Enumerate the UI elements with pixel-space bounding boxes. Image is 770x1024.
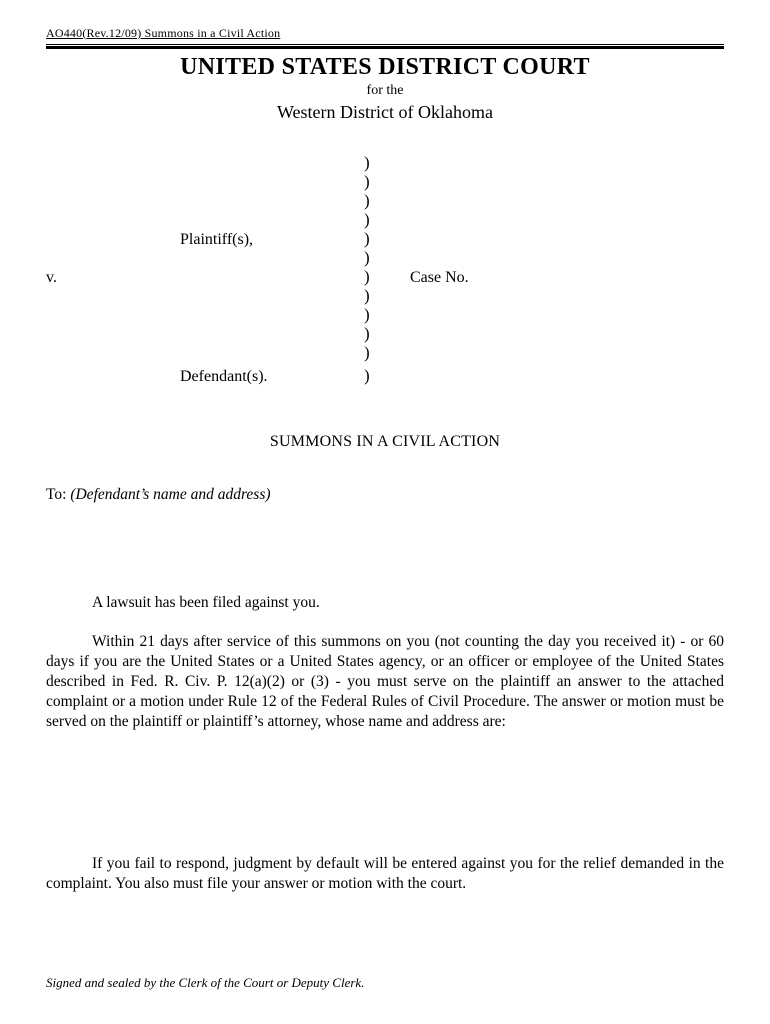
header-rule-thick bbox=[46, 46, 724, 49]
paren-mark: ) bbox=[364, 210, 370, 229]
paren-mark: ) bbox=[364, 153, 370, 172]
paren-mark: ) bbox=[364, 286, 370, 305]
caption-row-versus bbox=[46, 267, 724, 286]
to-line bbox=[46, 486, 724, 504]
paren-mark: ) bbox=[364, 191, 370, 210]
paren-mark: ) bbox=[364, 366, 370, 385]
default-judgment-paragraph: If you fail to respond, judgment by default will be entered against you for the relief demanded in the complaint. You also must file your answer or motion with the court. bbox=[46, 855, 724, 892]
paren-mark: ) bbox=[364, 324, 370, 343]
paren-mark: ) bbox=[364, 172, 370, 191]
paren-mark: ) bbox=[364, 267, 370, 286]
caption-row-plaintiff bbox=[46, 229, 724, 248]
caption-row bbox=[46, 248, 724, 267]
defendant-label: Defendant(s). bbox=[180, 368, 268, 385]
lawsuit-filed-text: A lawsuit has been filed against you. bbox=[92, 594, 320, 611]
caption-row bbox=[46, 210, 724, 229]
defendant-name-address-hint: (Defendant’s name and address) bbox=[70, 486, 271, 503]
case-caption-block bbox=[46, 153, 724, 385]
caption-row bbox=[46, 343, 724, 362]
paren-mark: ) bbox=[364, 343, 370, 362]
caption-row bbox=[46, 153, 724, 172]
caption-row bbox=[46, 172, 724, 191]
caption-row bbox=[46, 324, 724, 343]
paren-mark: ) bbox=[364, 229, 370, 248]
court-title: UNITED STATES DISTRICT COURT bbox=[180, 54, 590, 80]
caption-row-defendant bbox=[46, 366, 724, 385]
caption-row bbox=[46, 286, 724, 305]
summons-title: SUMMONS IN A CIVIL ACTION bbox=[269, 433, 501, 450]
form-id-text: AO440(Rev.12/09) Summons in a Civil Action bbox=[46, 26, 281, 40]
paren-mark: ) bbox=[364, 305, 370, 324]
caption-row bbox=[46, 305, 724, 324]
versus-label: v. bbox=[46, 269, 57, 286]
paren-mark: ) bbox=[364, 248, 370, 267]
for-the-text: for the bbox=[366, 83, 404, 98]
caption-row bbox=[46, 191, 724, 210]
answer-requirement-paragraph: Within 21 days after service of this summons on you (not counting the day you received it) - or 60 days if you are the United States or a United States agency, or an officer or employee of the United States described in Fed. R. Civ. P. 12(a)(2) or (3) - you must serve on the plaintiff an answer to the attached complaint or a motion under Rule 12 of the Federal Rules of Civil Procedure. The answer or motion must be served on the plaintiff or plaintiff’s attorney, whose name and address are: bbox=[46, 633, 724, 730]
district-name: Western District of Oklahoma bbox=[277, 102, 493, 122]
plaintiff-label: Plaintiff(s), bbox=[180, 231, 254, 248]
clerk-signature-footer: Signed and sealed by the Clerk of the Court or Deputy Clerk. bbox=[46, 975, 365, 990]
case-number-label: Case No. bbox=[410, 269, 469, 286]
header-rule-thin bbox=[46, 44, 724, 45]
to-label: To: bbox=[46, 486, 71, 503]
